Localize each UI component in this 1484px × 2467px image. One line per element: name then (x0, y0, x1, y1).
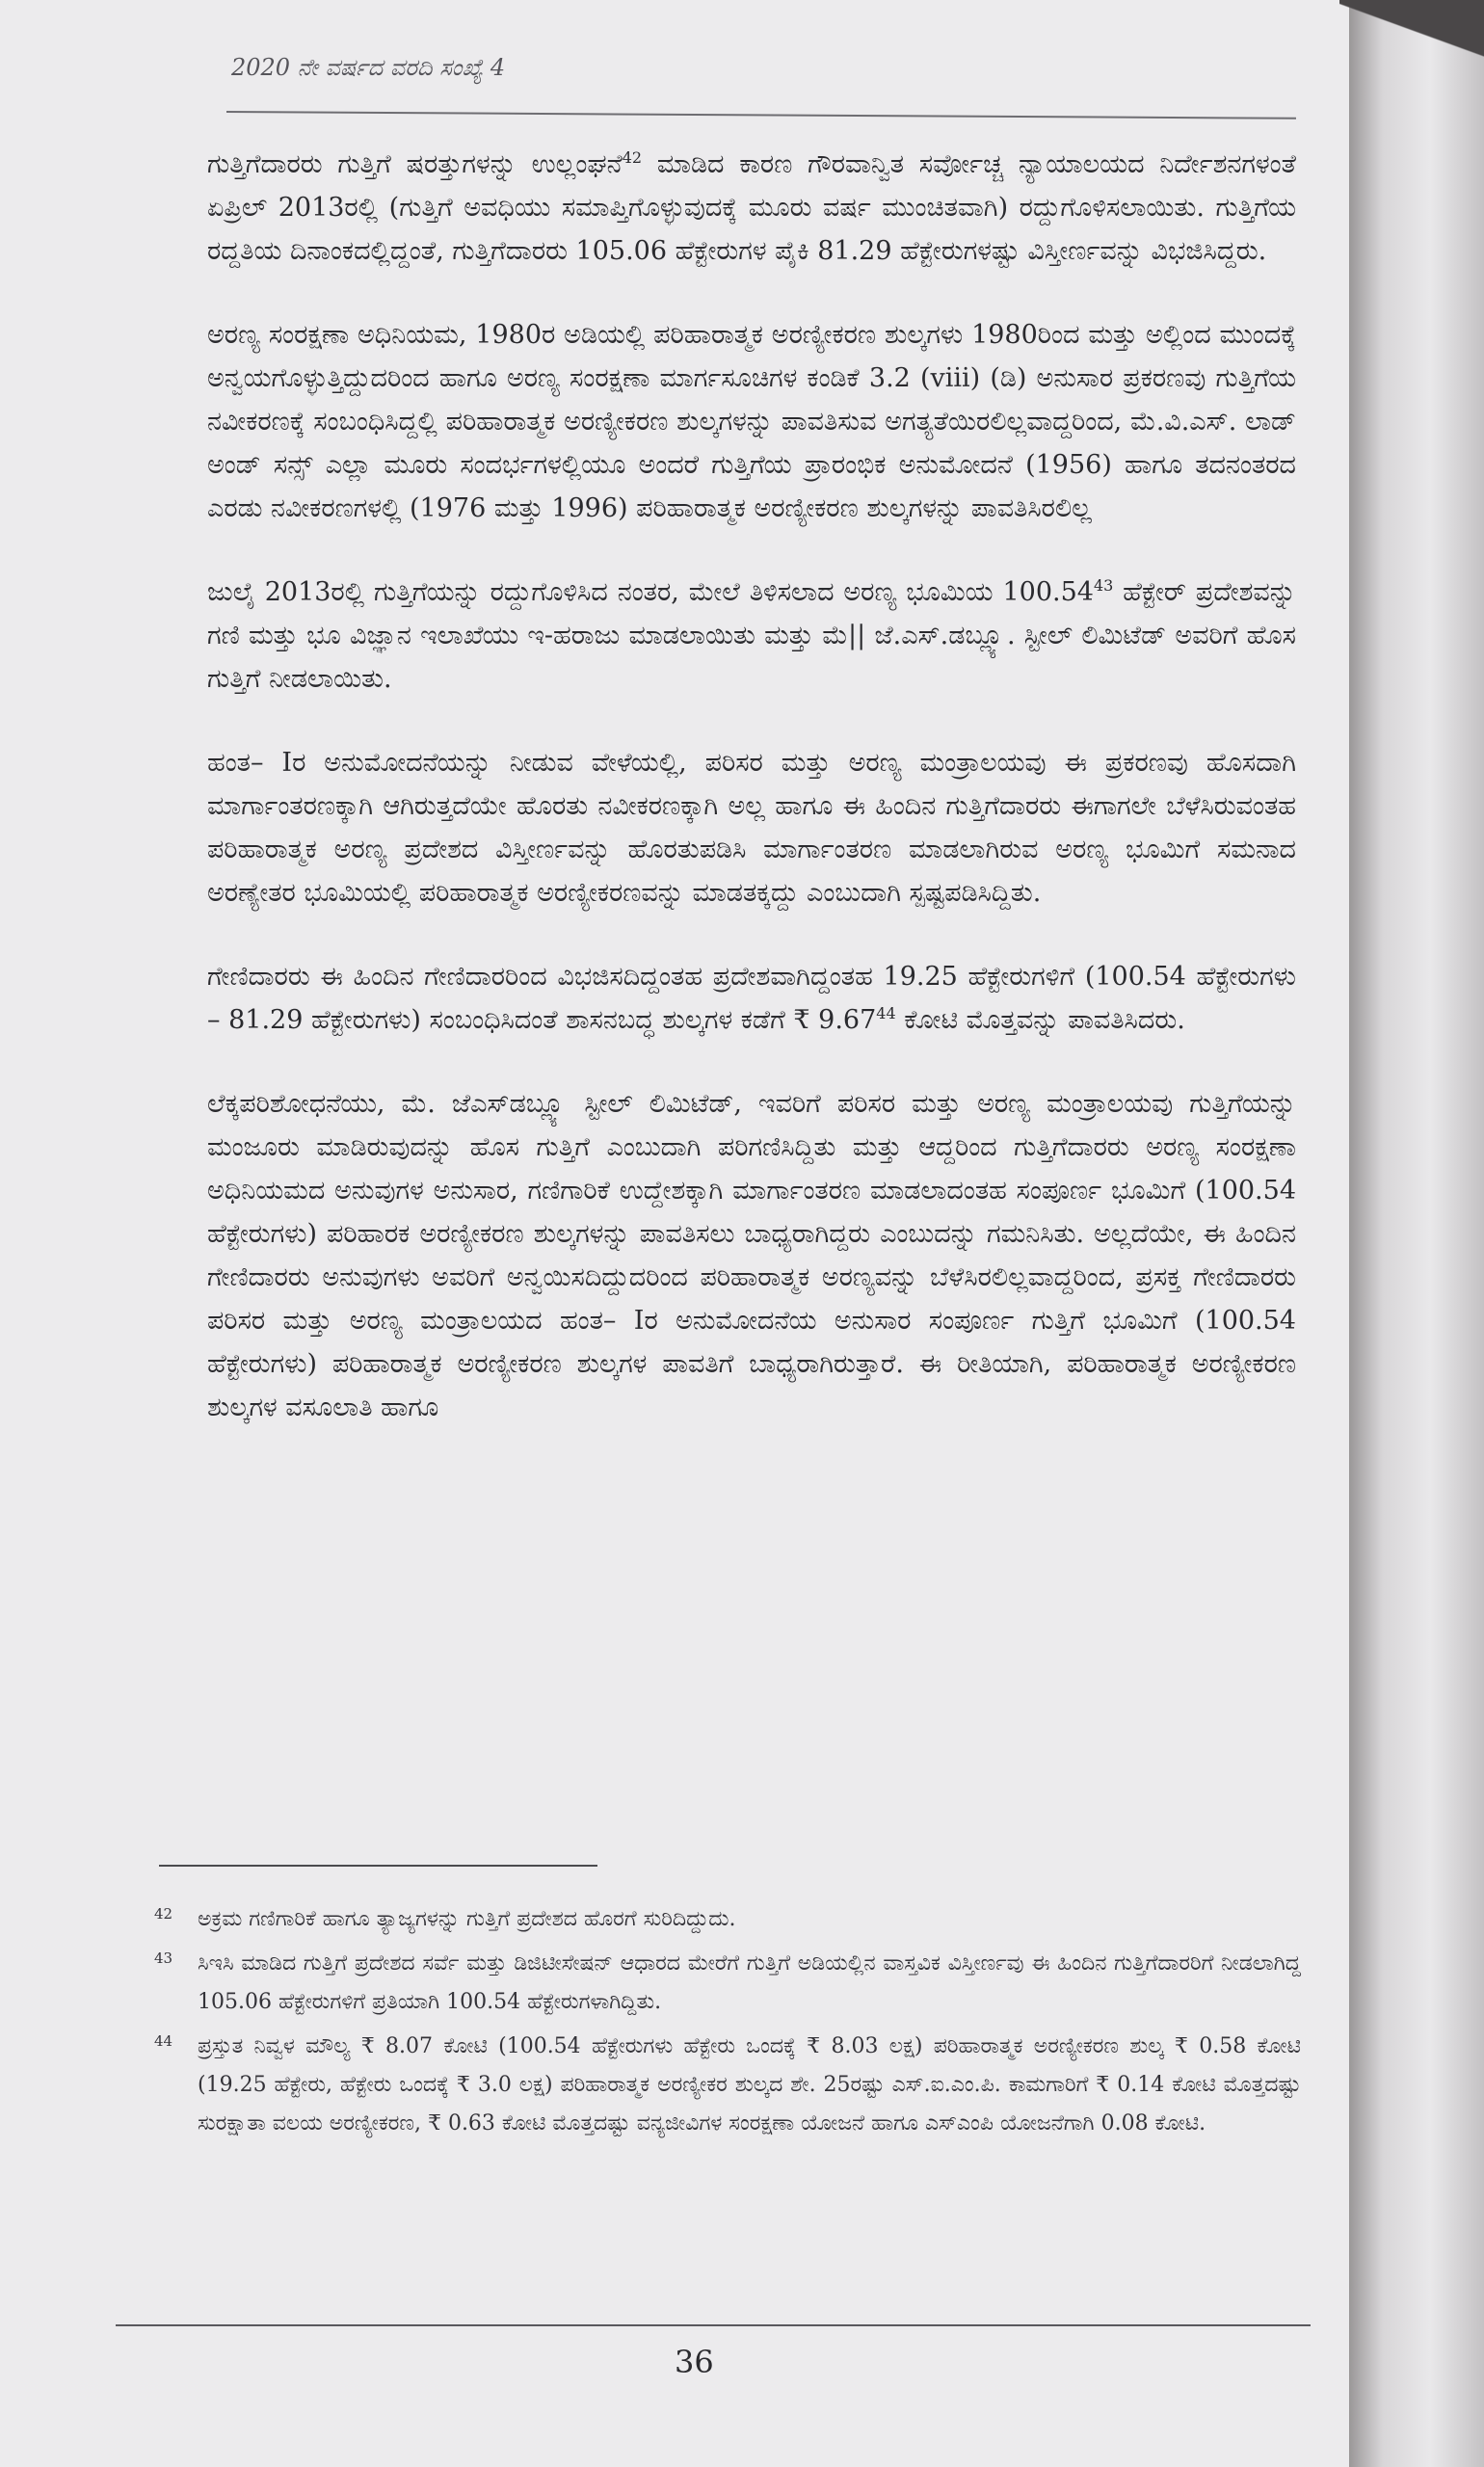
footnotes (154, 1900, 1301, 2149)
footnote-number: 43 (154, 1950, 173, 1967)
body-text (207, 143, 1296, 1470)
footnote (154, 2028, 1301, 2143)
book-page-edge (1349, 0, 1484, 2467)
footnote-number: 44 (154, 2032, 173, 2050)
footnote-text: ಸಿಇಸಿ ಮಾಡಿದ ಗುತ್ತಿಗೆ ಪ್ರದೇಶದ ಸರ್ವೆ ಮತ್ತು ಡಿಜಿಟೀಸೇಷನ್ ಆಧಾರದ ಮೇರೆಗೆ ಗುತ್ತಿಗೆ ಅಡಿಯಲ್ಲಿನ ವಾಸ್ತವಿಕ ವಿಸ್ತೀರ್ಣವು ಈ ಹಿಂದಿನ ಗುತ್ತಿಗೆದಾರರಿಗೆ ನೀಡಲಾಗಿದ್ದ 105.06 ಹೆಕ್ಟೇರುಗಳಿಗೆ ಪ್ರತಿಯಾಗಿ 100.54 ಹೆಕ್ಟೇರುಗಳಾಗಿದ್ದಿತು. (198, 1951, 1301, 2014)
footnote (154, 1900, 1301, 1939)
footnote-reference: 43 (1093, 576, 1114, 595)
footnote-number: 42 (154, 1905, 173, 1923)
footnote-reference: 42 (622, 148, 643, 167)
paragraph: ಅರಣ್ಯ ಸಂರಕ್ಷಣಾ ಅಧಿನಿಯಮ, 1980ರ ಅಡಿಯಲ್ಲಿ ಪರಿಹಾರಾತ್ಮಕ ಅರಣ್ಯೀಕರಣ ಶುಲ್ಕಗಳು 1980ರಿಂದ ಮತ್ತು ಅಲ್ಲಿಂದ ಮುಂದಕ್ಕೆ ಅನ್ವಯಗೊಳ್ಳುತ್ತಿದ್ದುದರಿಂದ ಹಾಗೂ ಅರಣ್ಯ ಸಂರಕ್ಷಣಾ ಮಾರ್ಗಸೂಚಿಗಳ ಕಂಡಿಕೆ 3.2 (viii) (ಡಿ) ಅನುಸಾರ ಪ್ರಕರಣವು ಗುತ್ತಿಗೆಯ ನವೀಕರಣಕ್ಕೆ ಸಂಬಂಧಿಸಿದ್ದಲ್ಲಿ ಪರಿಹಾರಾತ್ಮಕ ಅರಣ್ಯೀಕರಣ ಶುಲ್ಕಗಳನ್ನು ಪಾವತಿಸುವ ಅಗತ್ಯತೆಯಿರಲಿಲ್ಲವಾದ್ದರಿಂದ, ಮೆ.ವಿ.ಎಸ್. ಲಾಡ್ ಅಂಡ್ ಸನ್ಸ್ ಎಲ್ಲಾ ಮೂರು ಸಂದರ್ಭಗಳಲ್ಲಿಯೂ ಅಂದರೆ ಗುತ್ತಿಗೆಯ ಪ್ರಾರಂಭಿಕ ಅನುಮೋದನೆ (1956) ಹಾಗೂ ತದನಂತರದ ಎರಡು ನವೀಕರಣಗಳಲ್ಲಿ (1976 ಮತ್ತು 1996) ಪರಿಹಾರಾತ್ಮಕ ಅರಣ್ಯೀಕರಣ ಶುಲ್ಕಗಳನ್ನು ಪಾವತಿಸಿರಲಿಲ್ಲ (207, 320, 1296, 523)
footnote-text: ಅಕ್ರಮ ಗಣಿಗಾರಿಕೆ ಹಾಗೂ ತ್ಯಾಜ್ಯಗಳನ್ನು ಗುತ್ತಿಗೆ ಪ್ರದೇಶದ ಹೊರಗೆ ಸುರಿದಿದ್ದುದು. (198, 1907, 736, 1931)
page-number: 36 (675, 2344, 714, 2380)
footnote-reference: 44 (876, 1004, 896, 1022)
footer-rule (116, 2324, 1311, 2326)
footnote-rule (159, 1865, 597, 1867)
running-head: 2020 ನೇ ವರ್ಷದ ವರದಿ ಸಂಖ್ಯೆ 4 (231, 54, 506, 81)
footnote (154, 1945, 1301, 2022)
paragraph: ಲೆಕ್ಕಪರಿಶೋಧನೆಯು, ಮೆ. ಜೆಎಸ್‌ಡಬ್ಲ್ಯೂ ಸ್ಟೀಲ್ ಲಿಮಿಟೆಡ್, ಇವರಿಗೆ ಪರಿಸರ ಮತ್ತು ಅರಣ್ಯ ಮಂತ್ರಾಲಯವು ಗುತ್ತಿಗೆಯನ್ನು ಮಂಜೂರು ಮಾಡಿರುವುದನ್ನು ಹೊಸ ಗುತ್ತಿಗೆ ಎಂಬುದಾಗಿ ಪರಿಗಣಿಸಿದ್ದಿತು ಮತ್ತು ಆದ್ದರಿಂದ ಗುತ್ತಿಗೆದಾರರು ಅರಣ್ಯ ಸಂರಕ್ಷಣಾ ಅಧಿನಿಯಮದ ಅನುವುಗಳ ಅನುಸಾರ, ಗಣಿಗಾರಿಕೆ ಉದ್ದೇಶಕ್ಕಾಗಿ ಮಾರ್ಗಾಂತರಣ ಮಾಡಲಾದಂತಹ ಸಂಪೂರ್ಣ ಭೂಮಿಗೆ (100.54 ಹೆಕ್ಟೇರುಗಳು) ಪರಿಹಾರಕ ಅರಣ್ಯೀಕರಣ ಶುಲ್ಕಗಳನ್ನು ಪಾವತಿಸಲು ಬಾಧ್ಯರಾಗಿದ್ದರು ಎಂಬುದನ್ನು ಗಮನಿಸಿತು. ಅಲ್ಲದೆಯೇ, ಈ ಹಿಂದಿನ ಗೇಣಿದಾರರು ಅನುವುಗಳು ಅವರಿಗೆ ಅನ್ವಯಿಸದಿದ್ದುದರಿಂದ ಪರಿಹಾರಾತ್ಮಕ ಅರಣ್ಯವನ್ನು ಬೆಳೆಸಿರಲಿಲ್ಲವಾದ್ದರಿಂದ, ಪ್ರಸಕ್ತ ಗೇಣಿದಾರರು ಪರಿಸರ ಮತ್ತು ಅರಣ್ಯ ಮಂತ್ರಾಲಯದ ಹಂತ– Iರ ಅನುಮೋದನೆಯ ಅನುಸಾರ ಸಂಪೂರ್ಣ ಗುತ್ತಿಗೆ ಭೂಮಿಗೆ (100.54 ಹೆಕ್ಟೇರುಗಳು) ಪರಿಹಾರಾತ್ಮಕ ಅರಣ್ಯೀಕರಣ ಶುಲ್ಕಗಳ ಪಾವತಿಗೆ ಬಾಧ್ಯರಾಗಿರುತ್ತಾರೆ. ಈ ರೀತಿಯಾಗಿ, ಪರಿಹಾರಾತ್ಮಕ ಅರಣ್ಯೀಕರಣ ಶುಲ್ಕಗಳ ವಸೂಲಾತಿ ಹಾಗೂ (207, 1089, 1296, 1422)
paragraph: ಜುಲೈ 2013ರಲ್ಲಿ ಗುತ್ತಿಗೆಯನ್ನು ರದ್ದುಗೊಳಿಸಿದ ನಂತರ, ಮೇಲೆ ತಿಳಿಸಲಾದ ಅರಣ್ಯ ಭೂಮಿಯ 100.54$^{43}$ ಹೆಕ್ಟೇರ್ ಪ್ರದೇಶವನ್ನು ಗಣಿ ಮತ್ತು ಭೂ ವಿಜ್ಞಾನ ಇಲಾಖೆಯು ಇ-ಹರಾಜು ಮಾಡಲಾಯಿತು ಮತ್ತು ಮೆ|| ಜೆ.ಎಸ್.ಡಬ್ಲ್ಯೂ. ಸ್ಟೀಲ್ ಲಿಮಿಟೆಡ್ ಅವರಿಗೆ ಹೊಸ ಗುತ್ತಿಗೆ ನೀಡಲಾಯಿತು. (207, 576, 1296, 694)
paragraph: ಗುತ್ತಿಗೆದಾರರು ಗುತ್ತಿಗೆ ಷರತ್ತುಗಳನ್ನು ಉಲ್ಲಂಘನೆ$^{42}$ ಮಾಡಿದ ಕಾರಣ ಗೌರವಾನ್ವಿತ ಸರ್ವೋಚ್ಚ ನ್ಯಾಯಾಲಯದ ನಿರ್ದೇಶನಗಳಂತೆ ಏಪ್ರಿಲ್ 2013ರಲ್ಲಿ (ಗುತ್ತಿಗೆ ಅವಧಿಯು ಸಮಾಪ್ತಿಗೊಳ್ಳುವುದಕ್ಕೆ ಮೂರು ವರ್ಷ ಮುಂಚಿತವಾಗಿ) ರದ್ದುಗೊಳಿಸಲಾಯಿತು. ಗುತ್ತಿಗೆಯ ರದ್ದತಿಯ ದಿನಾಂಕದಲ್ಲಿದ್ದಂತೆ, ಗುತ್ತಿಗೆದಾರರು 105.06 ಹೆಕ್ಟೇರುಗಳ ಪೈಕಿ 81.29 ಹೆಕ್ಟೇರುಗಳಷ್ಟು ವಿಸ್ತೀರ್ಣವನ್ನು ವಿಭಜಿಸಿದ್ದರು. (207, 148, 1296, 266)
header-rule (226, 111, 1296, 119)
paragraph: ಹಂತ– Iರ ಅನುಮೋದನೆಯನ್ನು ನೀಡುವ ವೇಳೆಯಲ್ಲಿ, ಪರಿಸರ ಮತ್ತು ಅರಣ್ಯ ಮಂತ್ರಾಲಯವು ಈ ಪ್ರಕರಣವು ಹೊಸದಾಗಿ ಮಾರ್ಗಾಂತರಣಕ್ಕಾಗಿ ಆಗಿರುತ್ತದೆಯೇ ಹೊರತು ನವೀಕರಣಕ್ಕಾಗಿ ಅಲ್ಲ ಹಾಗೂ ಈ ಹಿಂದಿನ ಗುತ್ತಿಗೆದಾರರು ಈಗಾಗಲೇ ಬೆಳೆಸಿರುವಂತಹ ಪರಿಹಾರಾತ್ಮಕ ಅರಣ್ಯ ಪ್ರದೇಶದ ವಿಸ್ತೀರ್ಣವನ್ನು ಹೊರತುಪಡಿಸಿ ಮಾರ್ಗಾಂತರಣ ಮಾಡಲಾಗಿರುವ ಅರಣ್ಯ ಭೂಮಿಗೆ ಸಮನಾದ ಅರಣ್ಯೇತರ ಭೂಮಿಯಲ್ಲಿ ಪರಿಹಾರಾತ್ಮಕ ಅರಣ್ಯೀಕರಣವನ್ನು ಮಾಡತಕ್ಕದ್ದು ಎಂಬುದಾಗಿ ಸ್ಪಷ್ಟಪಡಿಸಿದ್ದಿತು. (207, 748, 1296, 908)
paragraph: ಗೇಣಿದಾರರು ಈ ಹಿಂದಿನ ಗೇಣಿದಾರರಿಂದ ವಿಭಜಿಸದಿದ್ದಂತಹ ಪ್ರದೇಶವಾಗಿದ್ದಂತಹ 19.25 ಹೆಕ್ಟೇರುಗಳಿಗೆ (100.54 ಹೆಕ್ಟೇರುಗಳು – 81.29 ಹೆಕ್ಟೇರುಗಳು) ಸಂಬಂಧಿಸಿದಂತೆ ಶಾಸನಬದ್ಧ ಶುಲ್ಕಗಳ ಕಡೆಗೆ ₹ 9.67$^{44}$ ಕೋಟಿ ಮೊತ್ತವನ್ನು ಪಾವತಿಸಿದರು. (207, 962, 1296, 1035)
footnote-text: ಪ್ರಸ್ತುತ ನಿವ್ವಳ ಮೌಲ್ಯ ₹ 8.07 ಕೋಟಿ (100.54 ಹೆಕ್ಟೇರುಗಳು ಹೆಕ್ಟೇರು ಒಂದಕ್ಕೆ ₹ 8.03 ಲಕ್ಷ) ಪರಿಹಾರಾತ್ಮಕ ಅರಣ್ಯೀಕರಣ ಶುಲ್ಕ ₹ 0.58 ಕೋಟಿ (19.25 ಹೆಕ್ಟೇರು, ಹೆಕ್ಟೇರು ಒಂದಕ್ಕೆ ₹ 3.0 ಲಕ್ಷ) ಪರಿಹಾರಾತ್ಮಕ ಅರಣ್ಯೀಕರ ಶುಲ್ಕದ ಶೇ. 25ರಷ್ಟು ಎಸ್.ಐ.ಎಂ.ಪಿ. ಕಾಮಗಾರಿಗೆ ₹ 0.14 ಕೋಟಿ ಮೊತ್ತದಷ್ಟು ಸುರಕ್ಷಾತಾ ವಲಯ ಅರಣ್ಯೀಕರಣ, ₹ 0.63 ಕೋಟಿ ಮೊತ್ತದಷ್ಟು ವನ್ಯಜೀವಿಗಳ ಸಂರಕ್ಷಣಾ ಯೋಜನೆ ಹಾಗೂ ಎಸ್‌ಎಂಪಿ ಯೋಜನೆಗಾಗಿ 0.08 ಕೋಟಿ. (198, 2034, 1301, 2135)
background-corner (1339, 0, 1484, 87)
